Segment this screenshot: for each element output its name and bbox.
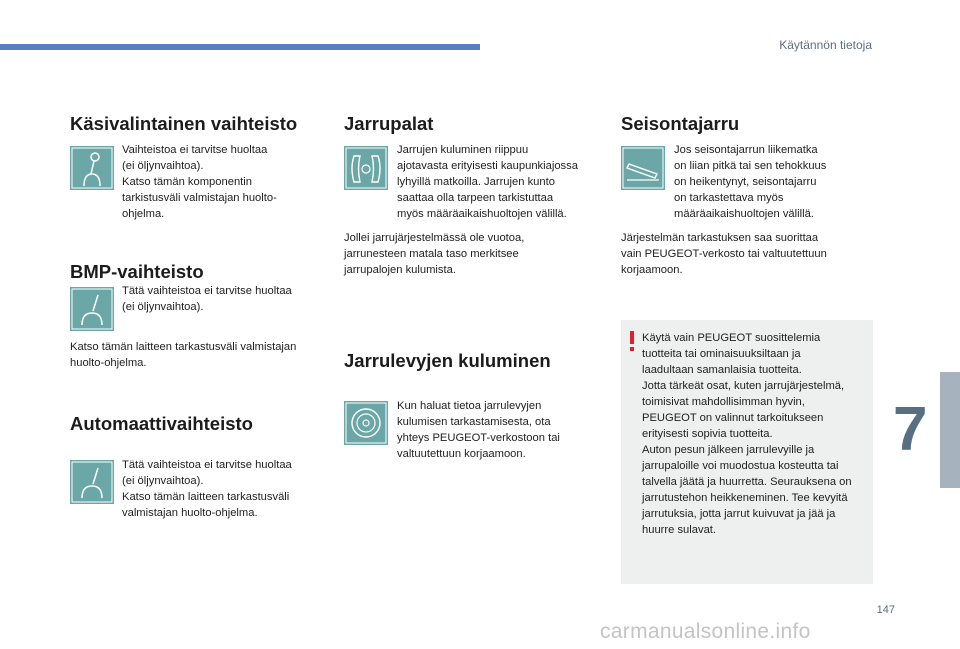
- parking-brake-title: Seisontajarru: [621, 113, 740, 134]
- brake-discs-title: Jarrulevyjen kuluminen: [344, 350, 551, 371]
- chapter-tab: [940, 372, 960, 488]
- parking-brake-text: Jos seisontajarrun liikematka on liian pitkä tai sen tehokkuus on heikentynyt, seisontajarru on tarkastettava myös määräaikaishuoltojen välillä.: [674, 144, 827, 220]
- gear-selector-icon: [70, 287, 114, 331]
- parking-brake-icon: [621, 146, 665, 190]
- bmp-gearbox-title: BMP-vaihteisto: [70, 261, 204, 282]
- brake-pads-text: Jarrujen kuluminen riippuu ajotavasta erityisesti kaupunkiajossa lyhyillä matkoilla. Jarrujen kunto saattaa olla tarpeen tarkistuttaa myös määräaikaishuoltojen välillä.: [397, 144, 578, 220]
- brake-pads-note: Jollei jarrujärjestelmässä ole vuotoa, jarrunesteen matala taso merkitsee jarrupalojen kulumista.: [344, 232, 525, 276]
- automatic-gearbox-title: Automaattivaihteisto: [70, 413, 253, 434]
- top-accent-bar: [0, 44, 480, 50]
- watermark: carmanualsonline.info: [600, 620, 811, 643]
- automatic-selector-icon: [70, 460, 114, 504]
- automatic-gearbox-text: Tätä vaihteistoa ei tarvitse huoltaa (ei öljynvaihtoa). Katso tämän laitteen tarkastusväli valmistajan huolto-ohjelma.: [122, 459, 292, 519]
- bmp-gearbox-text: Tätä vaihteistoa ei tarvitse huoltaa (ei öljynvaihtoa).: [122, 285, 292, 313]
- manual-gearbox-text: Vaihteistoa ei tarvitse huoltaa (ei öljynvaihtoa). Katso tämän komponentin tarkistusväli valmistajan huolto- ohjelma.: [122, 144, 277, 220]
- section-header: Käytännön tietoja: [779, 38, 872, 52]
- warning-text: Käytä vain PEUGEOT suosittelemia tuotteita tai ominaisuuksiltaan ja laadultaan samanlaisia tuotteita. Jotta tärkeät osat, kuten jarrujärjestelmä, toimisivat mahdollisimman hyvin, PEUGEOT on valinnut tarkoitukseen erityisesti sopivia tuotteita. Auton pesun jälkeen jarrulevyille ja jarrupaloille voi muodostua kosteutta tai talvella jäätä ja huurretta. Seurauksena on jarrutustehon heikkeneminen. Tee kevyitä jarrutuksia, jotta jarrut kuivuvat ja jää ja huurre sulavat.: [642, 332, 852, 536]
- brake-pads-title: Jarrupalat: [344, 113, 434, 134]
- brake-disc-icon: [344, 401, 388, 445]
- gear-lever-icon: [70, 146, 114, 190]
- brake-discs-text: Kun haluat tietoa jarrulevyjen kulumisen tarkastamisesta, ota yhteys PEUGEOT-verkostoon tai valtuutettuun korjaamoon.: [397, 400, 560, 460]
- brake-pads-icon: [344, 146, 388, 190]
- page-number: 147: [876, 604, 895, 616]
- manual-gearbox-title: Käsivalintainen vaihteisto: [70, 113, 298, 134]
- exclamation-icon: [628, 331, 636, 351]
- parking-brake-note: Järjestelmän tarkastuksen saa suorittaa vain PEUGEOT-verkosto tai valtuutettuun korjaamoon.: [621, 232, 827, 276]
- bmp-gearbox-note: Katso tämän laitteen tarkastusväli valmistajan huolto-ohjelma.: [70, 341, 297, 369]
- chapter-number: 7: [893, 395, 928, 464]
